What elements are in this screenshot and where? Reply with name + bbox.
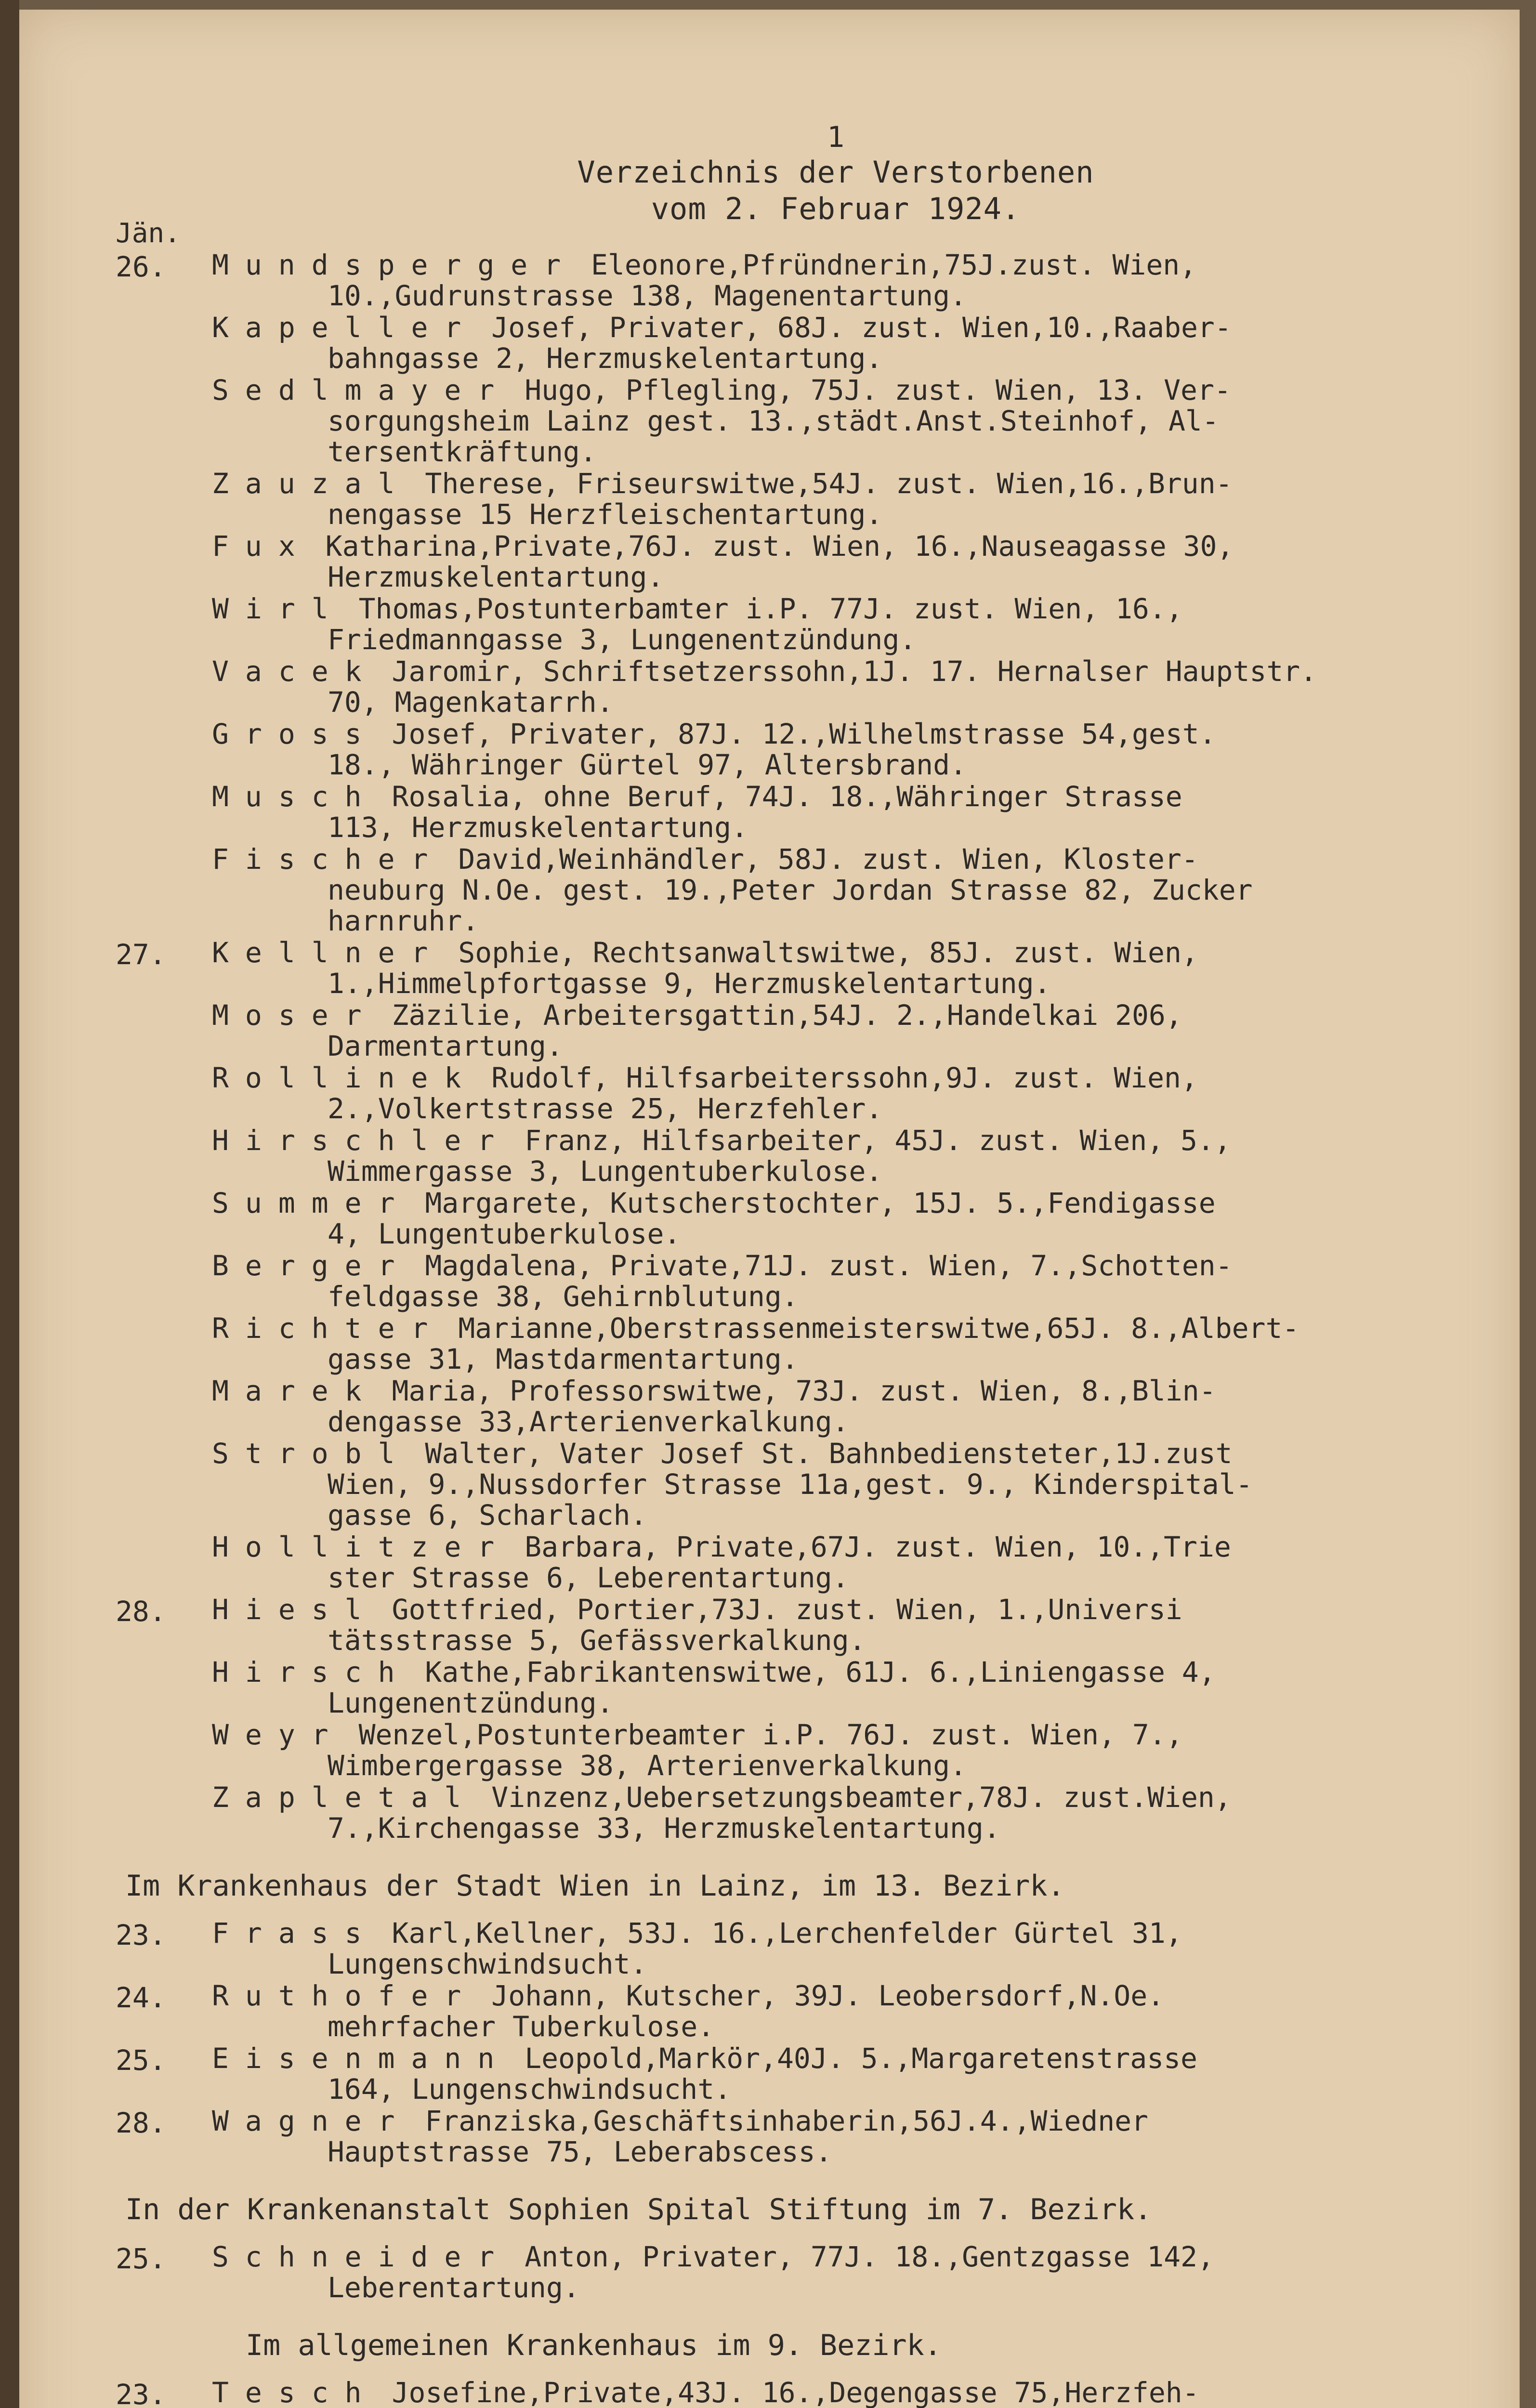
- entry-continuation-line: 113, Herzmuskelentartung.: [328, 811, 748, 844]
- surname: Rollinek: [212, 1061, 478, 1094]
- entry-continuation-line: 4, Lungentuberkulose.: [328, 1217, 681, 1250]
- entry-details: Leopold,Markör,40J. 5.,Margaretenstrasse: [508, 2042, 1197, 2075]
- entry-continuation-line: Herzmuskelentartung.: [328, 561, 664, 593]
- entry-continuation-line: Leberentartung.: [328, 2271, 580, 2304]
- surname: Eisenmann: [212, 2042, 511, 2075]
- surname: Musch: [212, 780, 378, 813]
- register-groups: [116, 249, 1498, 1845]
- surname: Zapletal: [212, 1781, 478, 1814]
- day-group: [116, 2241, 1498, 2304]
- entry-continuation-line: neuburg N.Oe. gest. 19.,Peter Jordan Strasse 82, Zucker: [328, 874, 1253, 906]
- entry-first-line: [212, 1188, 1498, 1218]
- surname: Hirsch: [212, 1656, 411, 1688]
- entry-details: Zäzilie, Arbeitersgattin,54J. 2.,Handelkai 206,: [375, 999, 1182, 1032]
- day-group: [116, 1980, 1498, 2043]
- entry-continuation-line: Wimbergergasse 38, Arterienverkalkung.: [328, 1749, 967, 1782]
- entry-first-line: [212, 1657, 1498, 1688]
- day-label: 28.: [116, 1595, 166, 1628]
- death-entry: [212, 1719, 1498, 1781]
- entry-details: Barbara, Private,67J. zust. Wien, 10.,Trie: [508, 1531, 1231, 1563]
- page-title: Verzeichnis der Verstorbenen: [577, 155, 1094, 190]
- entry-details: Vinzenz,Uebersetzungsbeamter,78J. zust.Wien,: [474, 1781, 1232, 1814]
- entry-continuation-line: Friedmanngasse 3, Lungenentzündung.: [328, 623, 917, 656]
- entry-list: [212, 2043, 1498, 2106]
- entry-continuation-line: 1.,Himmelpfortgasse 9, Herzmuskelentartung.: [328, 967, 1051, 1000]
- day-label: 27.: [116, 938, 166, 971]
- death-entry: [212, 1531, 1498, 1593]
- entry-first-line: [212, 1125, 1498, 1156]
- entry-details: David,Weinhändler, 58J. zust. Wien, Kloster-: [441, 843, 1198, 876]
- entry-details: Therese, Friseurswitwe,54J. zust. Wien,16.,Brun-: [408, 467, 1233, 500]
- entry-continuation-line: Darmentartung.: [328, 1030, 563, 1062]
- entry-continuation-line: dengasse 33,Arterienverkalkung.: [328, 1405, 849, 1438]
- surname: Wagner: [212, 2105, 411, 2137]
- entry-first-line: [212, 1250, 1498, 1281]
- section-heading: Im allgemeinen Krankenhaus im 9. Bezirk.: [246, 2329, 942, 2362]
- entry-details: Kathe,Fabrikantenswitwe, 61J. 6.,Liniengasse 4,: [408, 1656, 1216, 1688]
- entry-details: Eleonore,Pfründnerin,75J.zust. Wien,: [574, 249, 1197, 281]
- surname: Tesch: [212, 2376, 378, 2408]
- entry-details: Jaromir, Schriftsetzerssohn,1J. 17. Hernalser Hauptstr.: [375, 655, 1317, 688]
- entry-continuation-line: 18., Währinger Gürtel 97, Altersbrand.: [328, 748, 967, 781]
- document-page: [19, 10, 1520, 2408]
- entry-list: [212, 2241, 1498, 2304]
- death-entry: [212, 844, 1498, 936]
- entry-continuation-line: Wien, 9.,Nussdorfer Strasse 11a,gest. 9., Kinderspital-: [328, 1468, 1253, 1501]
- day-group: [116, 2043, 1498, 2106]
- entry-details: Karl,Kellner, 53J. 16.,Lerchenfelder Gürtel 31,: [375, 1917, 1182, 1950]
- surname: Fux: [212, 530, 312, 563]
- entry-continuation-line: feldgasse 38, Gehirnblutung.: [328, 1280, 799, 1313]
- entry-first-line: [212, 1782, 1498, 1813]
- day-label: 25.: [116, 2044, 166, 2077]
- day-group: [116, 1594, 1498, 1845]
- entry-continuation-line: Lungenentzündung.: [328, 1687, 614, 1719]
- entry-details: Gottfried, Portier,73J. zust. Wien, 1.,Universi: [375, 1593, 1182, 1626]
- death-entry: [212, 2241, 1498, 2303]
- entry-list: [212, 249, 1498, 937]
- surname: Sedlmayer: [212, 374, 511, 406]
- day-group: [116, 249, 1498, 937]
- entry-details: Katharina,Private,76J. zust. Wien, 16.,Nauseagasse 30,: [308, 530, 1234, 563]
- entry-first-line: [212, 781, 1498, 812]
- entry-list: [212, 1594, 1498, 1845]
- surname: Hiesl: [212, 1593, 378, 1626]
- entry-list: [212, 937, 1498, 1594]
- death-entry: [212, 719, 1498, 780]
- surname: Summer: [212, 1187, 411, 1219]
- entry-continuation-line: tersentkräftung.: [328, 435, 597, 468]
- death-entry: [212, 1782, 1498, 1844]
- entry-details: Rudolf, Hilfsarbeiterssohn,9J. zust. Wien,: [474, 1061, 1198, 1094]
- entry-first-line: [212, 1980, 1498, 2011]
- entry-continuation-line: 10.,Gudrunstrasse 138, Magenentartung.: [328, 279, 967, 312]
- entry-first-line: [212, 249, 1498, 280]
- entry-details: Walter, Vater Josef St. Bahnbediensteter,1J.zust: [408, 1437, 1233, 1470]
- entry-first-line: [212, 1719, 1498, 1750]
- death-entry: [212, 656, 1498, 718]
- page-number: 1: [827, 120, 845, 154]
- entry-details: Rosalia, ohne Beruf, 74J. 18.,Währinger Strasse: [375, 780, 1182, 813]
- entry-details: Thomas,Postunterbamter i.P. 77J. zust. Wien, 16.,: [341, 592, 1183, 625]
- entry-first-line: [212, 2043, 1498, 2074]
- surname: Zauzal: [212, 467, 411, 500]
- death-entry: [212, 2043, 1498, 2105]
- entry-details: Hugo, Pflegling, 75J. zust. Wien, 13. Ver-: [508, 374, 1231, 406]
- day-label: 25.: [116, 2242, 166, 2275]
- entry-list: [212, 2106, 1498, 2168]
- surname: Fischer: [212, 843, 445, 876]
- day-label: 23.: [116, 2378, 166, 2408]
- death-entry: [212, 593, 1498, 655]
- entry-list: [212, 2377, 1498, 2408]
- death-entry: [212, 1438, 1498, 1531]
- entry-list: [212, 1918, 1498, 1980]
- entry-continuation-line: nengasse 15 Herzfleischentartung.: [328, 498, 883, 531]
- month-label: Jän.: [116, 218, 181, 249]
- surname: Richter: [212, 1312, 445, 1345]
- death-entry: [212, 1062, 1498, 1124]
- surname: Kapeller: [212, 311, 478, 344]
- entry-first-line: [212, 1313, 1498, 1344]
- surname: Hirschler: [212, 1124, 511, 1157]
- death-entry: [212, 1594, 1498, 1656]
- surname: Ruthofer: [212, 1979, 478, 2012]
- entry-continuation-line: tätsstrasse 5, Gefässverkalkung.: [328, 1624, 866, 1657]
- entry-first-line: [212, 2106, 1498, 2136]
- entry-first-line: [212, 531, 1498, 562]
- surname: Hollitzer: [212, 1531, 511, 1563]
- surname: Schneider: [212, 2240, 511, 2273]
- surname: Vacek: [212, 655, 378, 688]
- entry-details: Marianne,Oberstrassenmeisterswitwe,65J. 8.,Albert-: [441, 1312, 1300, 1345]
- entry-details: Wenzel,Postunterbeamter i.P. 76J. zust. Wien, 7.,: [341, 1718, 1183, 1751]
- book-binding: [0, 0, 19, 2408]
- entry-details: Anton, Privater, 77J. 18.,Gentzgasse 142,: [508, 2240, 1214, 2273]
- entry-first-line: [212, 468, 1498, 499]
- surname: Weyr: [212, 1718, 345, 1751]
- death-entry: [212, 1188, 1498, 1249]
- entry-continuation-line: 2.,Volkertstrasse 25, Herzfehler.: [328, 1092, 883, 1125]
- entry-details: Magdalena, Private,71J. zust. Wien, 7.,Schotten-: [408, 1249, 1233, 1282]
- section-heading: Im Krankenhaus der Stadt Wien in Lainz, im 13. Bezirk.: [125, 1869, 1065, 1903]
- entry-continuation-line: ster Strasse 6, Leberentartung.: [328, 1561, 849, 1594]
- entry-continuation-line: 164, Lungenschwindsucht.: [328, 2073, 732, 2106]
- death-entry: [212, 531, 1498, 592]
- death-entry: [212, 1657, 1498, 1718]
- death-entry: [212, 468, 1498, 530]
- entry-first-line: [212, 312, 1498, 343]
- death-entry: [212, 781, 1498, 843]
- day-label: 24.: [116, 1981, 166, 2014]
- day-label: 28.: [116, 2107, 166, 2139]
- page-content: [116, 120, 1498, 2408]
- surname: Mundsperger: [212, 249, 578, 281]
- entry-first-line: [212, 719, 1498, 749]
- entry-continuation-line: gasse 31, Mastdarmentartung.: [328, 1343, 799, 1375]
- entry-continuation-line: bahngasse 2, Herzmuskelentartung.: [328, 342, 883, 375]
- entry-first-line: [212, 1062, 1498, 1093]
- entry-details: Franziska,Geschäftsinhaberin,56J.4.,Wiedner: [408, 2105, 1148, 2137]
- entry-continuation-line: mehrfacher Tuberkulose.: [328, 2010, 715, 2043]
- day-label: 23.: [116, 1919, 166, 1951]
- entry-first-line: [212, 2377, 1498, 2408]
- surname: Wirl: [212, 592, 345, 625]
- death-entry: [212, 249, 1498, 311]
- death-entry: [212, 2377, 1498, 2408]
- entry-details: Maria, Professorswitwe, 73J. zust. Wien, 8.,Blin-: [375, 1374, 1216, 1407]
- death-entry: [212, 312, 1498, 374]
- death-entry: [212, 1980, 1498, 2042]
- entry-continuation-line: 7.,Kirchengasse 33, Herzmuskelentartung.: [328, 1812, 1000, 1845]
- death-entry: [212, 1000, 1498, 1061]
- surname: Strobl: [212, 1437, 411, 1470]
- entry-first-line: [212, 1375, 1498, 1406]
- entry-first-line: [212, 1438, 1498, 1469]
- entry-details: Johann, Kutscher, 39J. Leobersdorf,N.Oe.: [474, 1979, 1165, 2012]
- death-entry: [212, 375, 1498, 467]
- section-heading: In der Krankenanstalt Sophien Spital Stiftung im 7. Bezirk.: [125, 2193, 1152, 2226]
- surname: Marek: [212, 1374, 378, 1407]
- page-header: [173, 120, 1498, 227]
- surname: Berger: [212, 1249, 411, 1282]
- entry-first-line: [212, 1594, 1498, 1625]
- entry-continuation-line: Lungenschwindsucht.: [328, 1948, 647, 1980]
- entry-first-line: [212, 1531, 1498, 1562]
- entry-first-line: [212, 593, 1498, 624]
- entry-details: Josef, Privater, 68J. zust. Wien,10.,Raaber-: [474, 311, 1232, 344]
- entry-first-line: [212, 937, 1498, 968]
- day-group: [116, 937, 1498, 1594]
- entry-continuation-line: Wimmergasse 3, Lungentuberkulose.: [328, 1155, 883, 1188]
- entry-first-line: [212, 844, 1498, 875]
- day-group: [116, 1918, 1498, 1980]
- entry-first-line: [212, 656, 1498, 687]
- date-line: vom 2. Februar 1924.: [651, 191, 1021, 226]
- day-group: [116, 2106, 1498, 2168]
- surname: Gross: [212, 718, 378, 750]
- death-entry: [212, 1918, 1498, 1979]
- death-entry: [212, 1375, 1498, 1437]
- entry-first-line: [212, 375, 1498, 406]
- entry-first-line: [212, 1918, 1498, 1949]
- surname: Frass: [212, 1917, 378, 1950]
- surname: Kellner: [212, 936, 445, 969]
- entry-details: Franz, Hilfsarbeiter, 45J. zust. Wien, 5.,: [508, 1124, 1231, 1157]
- death-entry: [212, 1313, 1498, 1374]
- entry-continuation-line: sorgungsheim Lainz gest. 13.,städt.Anst.Steinhof, Al-: [328, 405, 1219, 437]
- entry-continuation-line: Hauptstrasse 75, Leberabscess.: [328, 2135, 832, 2168]
- hospital-sections: [116, 1869, 1498, 2408]
- entry-first-line: [212, 1000, 1498, 1031]
- entry-continuation-line: gasse 6, Scharlach.: [328, 1499, 647, 1531]
- surname: Moser: [212, 999, 378, 1032]
- entry-continuation-line: 70, Magenkatarrh.: [328, 686, 614, 719]
- entry-details: Margarete, Kutscherstochter, 15J. 5.,Fendigasse: [408, 1187, 1216, 1219]
- entry-details: Josef, Privater, 87J. 12.,Wilhelmstrasse 54,gest.: [375, 718, 1216, 750]
- death-entry: [212, 1125, 1498, 1187]
- entry-list: [212, 1980, 1498, 2043]
- death-entry: [212, 1250, 1498, 1312]
- day-group: [116, 2377, 1498, 2408]
- day-label: 26.: [116, 250, 166, 283]
- entry-continuation-line: harnruhr.: [328, 904, 479, 937]
- entry-details: Sophie, Rechtsanwaltswitwe, 85J. zust. Wien,: [441, 936, 1198, 969]
- entry-details: Josefine,Private,43J. 16.,Degengasse 75,Herzfeh-: [375, 2376, 1199, 2408]
- death-entry: [212, 2106, 1498, 2167]
- entry-first-line: [212, 2241, 1498, 2272]
- death-entry: [212, 937, 1498, 999]
